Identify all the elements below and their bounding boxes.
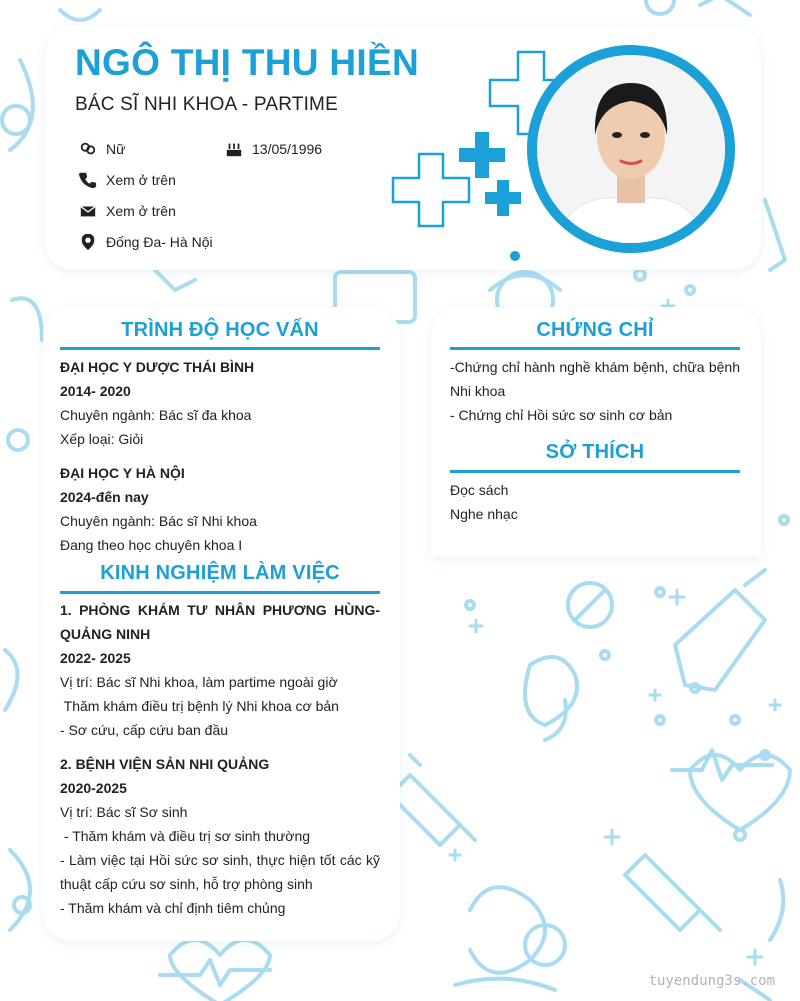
education-school: ĐẠI HỌC Y HÀ NỘI bbox=[60, 465, 185, 481]
certificates-divider bbox=[450, 347, 740, 350]
education-note: Đang theo học chuyên khoa I bbox=[60, 537, 243, 553]
certificates-heading: CHỨNG CHỈ bbox=[536, 319, 654, 341]
certificate-item: -Chứng chỉ hành nghề khám bệnh, chữa bệnh bbox=[450, 359, 740, 375]
experience-company: 1. PHÒNG KHÁM TƯ NHÂN PHƯƠNG HÙNG- bbox=[60, 602, 380, 618]
experience-detail: Vị trí: Bác sĩ Sơ sinh bbox=[60, 804, 188, 820]
watermark: tuyendung3s.com bbox=[648, 973, 775, 989]
hobbies-heading: SỞ THÍCH bbox=[545, 441, 645, 463]
envelope-icon bbox=[79, 202, 97, 220]
experience-company: 2. BỆNH VIỆN SẢN NHI QUẢNG bbox=[60, 756, 270, 772]
experience-period: 2020-2025 bbox=[60, 780, 127, 796]
gender-icon bbox=[79, 140, 97, 158]
education-divider bbox=[60, 347, 380, 350]
experience-detail: - Thăm khám và điều trị sơ sinh thường bbox=[60, 828, 311, 844]
gender-row bbox=[79, 140, 125, 158]
education-school: ĐẠI HỌC Y DƯỢC THÁI BÌNH bbox=[60, 359, 255, 375]
email-value: Xem ở trên bbox=[106, 203, 176, 219]
education-heading: TRÌNH ĐỘ HỌC VẤN bbox=[121, 319, 319, 341]
hobby-item: Đọc sách bbox=[450, 482, 509, 498]
experience-detail: Vị trí: Bác sĩ Nhi khoa, làm partime ngoài giờ bbox=[60, 674, 338, 690]
education-period: 2024-đến nay bbox=[60, 489, 149, 505]
job-title: BÁC SĨ NHI KHOA - PARTIME bbox=[75, 94, 338, 115]
address-value: Đống Đa- Hà Nội bbox=[106, 234, 213, 250]
phone-row bbox=[79, 171, 176, 189]
education-note: Xếp loại: Giỏi bbox=[60, 431, 144, 447]
education-period: 2014- 2020 bbox=[60, 383, 131, 399]
address-row bbox=[79, 233, 213, 251]
phone-value: Xem ở trên bbox=[106, 172, 176, 188]
education-experience-card bbox=[43, 307, 400, 941]
education-major: Chuyên ngành: Bác sĩ Nhi khoa bbox=[60, 513, 257, 529]
experience-detail: - Làm việc tại Hồi sức sơ sinh, thực hiện tốt các kỹ bbox=[60, 852, 380, 868]
profile-photo bbox=[527, 45, 735, 253]
certificates-hobbies-card bbox=[431, 307, 761, 557]
experience-detail: - Thăm khám và chỉ định tiêm chủng bbox=[60, 900, 286, 916]
candidate-name: NGÔ THỊ THU HIỀN bbox=[75, 42, 419, 83]
birthdate-row bbox=[225, 140, 322, 158]
certificate-item: - Chứng chỉ Hồi sức sơ sinh cơ bản bbox=[450, 407, 673, 423]
experience-heading: KINH NGHIỆM LÀM VIỆC bbox=[100, 562, 340, 584]
experience-detail: - Sơ cứu, cấp cứu ban đầu bbox=[60, 722, 229, 738]
gender-value: Nữ bbox=[106, 141, 126, 157]
birthday-cake-icon bbox=[225, 140, 243, 158]
phone-icon bbox=[79, 171, 97, 189]
education-major: Chuyên ngành: Bác sĩ đa khoa bbox=[60, 407, 252, 423]
location-pin-icon bbox=[79, 233, 97, 251]
hobby-item: Nghe nhạc bbox=[450, 506, 518, 522]
experience-divider bbox=[60, 591, 380, 594]
experience-detail: thuật cấp cứu sơ sinh, hỗ trợ phòng sinh bbox=[60, 876, 313, 892]
certificate-item-cont: Nhi khoa bbox=[450, 383, 506, 399]
email-row bbox=[79, 202, 176, 220]
header-card bbox=[45, 26, 761, 270]
birthdate-value: 13/05/1996 bbox=[252, 141, 323, 157]
experience-period: 2022- 2025 bbox=[60, 650, 131, 666]
hobbies-divider bbox=[450, 470, 740, 473]
experience-detail: Thăm khám điều trị bệnh lý Nhi khoa cơ bản bbox=[60, 698, 339, 714]
experience-company-cont: QUẢNG NINH bbox=[60, 626, 151, 642]
